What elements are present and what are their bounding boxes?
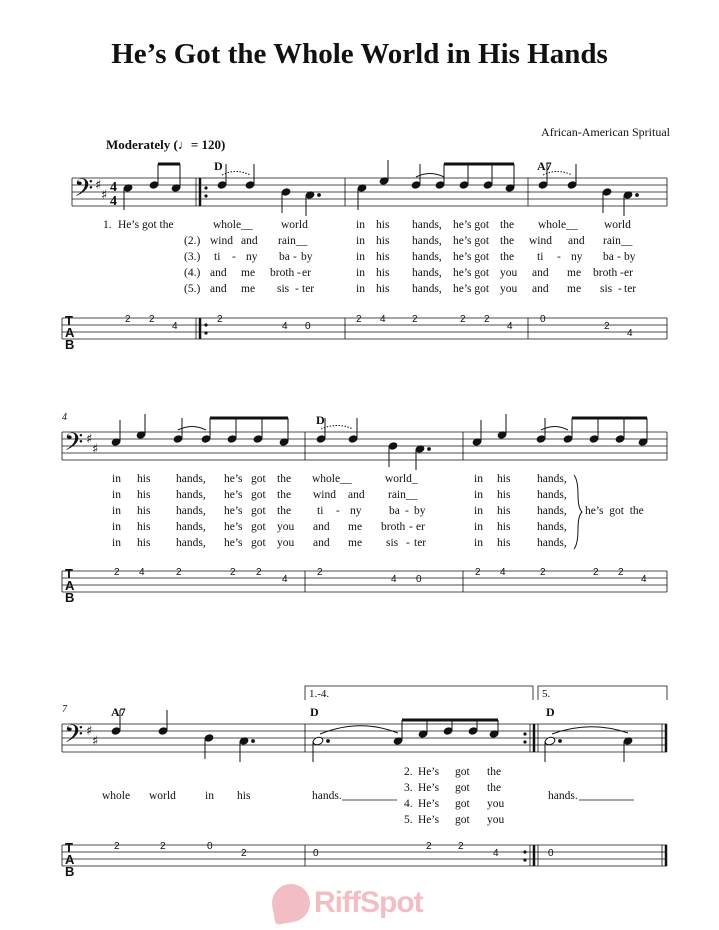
tempo-marking: Moderately (♩= 120) <box>106 137 226 152</box>
svg-text:4: 4 <box>172 321 178 332</box>
time-sig-top: 4 <box>110 180 117 195</box>
svg-text:2: 2 <box>460 314 466 325</box>
sharp-icon: ♯ <box>86 432 93 447</box>
volta-second-label: 5. <box>542 688 551 700</box>
svg-text:0: 0 <box>548 848 554 859</box>
svg-text:2: 2 <box>475 567 481 578</box>
svg-text:0: 0 <box>313 848 319 859</box>
tab-label-t: T <box>65 566 73 581</box>
system-1 <box>62 159 667 352</box>
system-3 <box>62 686 667 879</box>
chord-symbol: D <box>316 413 325 427</box>
staff-2 <box>62 432 667 460</box>
svg-text:2: 2 <box>458 841 464 852</box>
svg-text:2: 2 <box>356 314 362 325</box>
lyric-verse4: (4.) and me broth -er in his hands, he’s got you and me broth -er <box>184 267 633 279</box>
lyrics-s1 <box>103 219 636 295</box>
svg-text:0: 0 <box>416 574 422 585</box>
tab-numbers-s2 <box>114 567 647 585</box>
svg-text:2: 2 <box>160 841 166 852</box>
notes-s2 <box>111 414 648 470</box>
volta-brackets <box>305 686 667 700</box>
svg-text:4: 4 <box>139 567 145 578</box>
lyric-main: whole world in his hands. hands. <box>102 790 578 802</box>
svg-text:2: 2 <box>230 567 236 578</box>
svg-text:2: 2 <box>540 567 546 578</box>
sharp-icon: ♯ <box>95 178 102 193</box>
chord-symbol: A7 <box>111 705 126 719</box>
watermark <box>272 884 423 922</box>
svg-text:0: 0 <box>540 314 546 325</box>
svg-text:4: 4 <box>627 328 633 339</box>
bass-clef-icon: 𝄢 <box>74 174 94 209</box>
staff-1 <box>72 178 667 206</box>
sharp-icon: ♯ <box>101 188 108 203</box>
chord-symbol: D <box>310 705 319 719</box>
page-title: He’s Got the Whole World in His Hands <box>111 38 608 70</box>
lyric-verse5: (5.) and me sis - ter in his hands, he’s got you and me sis - ter <box>184 283 637 295</box>
svg-text:2: 2 <box>484 314 490 325</box>
svg-text:0: 0 <box>305 321 311 332</box>
svg-text:2: 2 <box>317 567 323 578</box>
tab-staff-2 <box>62 571 667 592</box>
lyrics-s3 <box>102 766 634 826</box>
svg-text:2: 2 <box>114 841 120 852</box>
tab-label-t: T <box>65 313 73 328</box>
lyric-verse2-tail: 2. He’s got the <box>404 766 502 778</box>
verse-brace <box>574 475 582 549</box>
tab-label-a: A <box>65 578 75 593</box>
svg-text:4: 4 <box>282 574 288 585</box>
svg-text:4: 4 <box>507 321 513 332</box>
watermark-text: RiffSpot <box>314 886 423 919</box>
lyric-verse3: in his hands, he’s got the ti - ny ba - by in his hands, <box>112 505 567 517</box>
lyric-verse4-tail: 4. He’s got you <box>404 798 505 810</box>
svg-text:4: 4 <box>493 848 499 859</box>
lyric-verse2: (2.) wind and rain__ in his hands, he’s got the wind and rain__ <box>184 235 633 247</box>
svg-text:2: 2 <box>241 848 247 859</box>
svg-text:2: 2 <box>618 567 624 578</box>
tab-label-t: T <box>65 840 73 855</box>
bass-clef-icon: 𝄢 <box>64 428 84 463</box>
tab-numbers-s3 <box>114 841 554 859</box>
chord-symbol: D <box>546 705 555 719</box>
volta-first-label: 1.-4. <box>309 688 330 700</box>
svg-text:2: 2 <box>426 841 432 852</box>
svg-text:2: 2 <box>256 567 262 578</box>
tempo-value: = 120 <box>190 137 222 152</box>
lyric-verse1: 1. He’s got the whole__ world in his hands, he’s got the whole__ world <box>103 219 631 231</box>
svg-text:2: 2 <box>604 321 610 332</box>
svg-text:2: 2 <box>593 567 599 578</box>
chord-symbol: A7 <box>537 159 552 173</box>
lyric-verse2: in his hands, he’s got the wind and rain__ in his hands, <box>112 489 567 501</box>
svg-text:0: 0 <box>207 841 213 852</box>
svg-text:4: 4 <box>500 567 506 578</box>
pickup-lyric: he’s got the <box>585 505 644 517</box>
tab-label-a: A <box>65 852 75 867</box>
svg-text:4: 4 <box>380 314 386 325</box>
composer-credit: African-American Spritual <box>541 125 670 139</box>
measure-number: 7 <box>62 704 67 715</box>
tab-label-b: B <box>65 864 75 879</box>
tab-label-a: A <box>65 325 75 340</box>
svg-text:2: 2 <box>176 567 182 578</box>
svg-text:2: 2 <box>412 314 418 325</box>
lyric-verse4: in his hands, he’s got you and me broth - er in his hands, <box>112 521 567 533</box>
lyric-verse1: in his hands, he’s got the whole__ world_ in his hands, <box>112 473 567 485</box>
measure-number: 4 <box>62 412 67 423</box>
svg-text:2: 2 <box>217 314 223 325</box>
svg-text:2: 2 <box>125 314 131 325</box>
lyric-verse5-tail: 5. He’s got you <box>404 814 505 826</box>
lyric-verse3-tail: 3. He’s got the <box>404 782 502 794</box>
sharp-icon: ♯ <box>86 724 93 739</box>
tab-staff-3 <box>62 845 667 866</box>
time-sig-bottom: 4 <box>110 194 117 209</box>
system-2 <box>62 412 667 605</box>
tempo-text: Moderately <box>106 137 171 152</box>
guitar-pick-icon <box>269 881 313 925</box>
sharp-icon: ♯ <box>92 442 99 457</box>
tab-label-b: B <box>65 337 75 352</box>
svg-text:4: 4 <box>282 321 288 332</box>
lyric-verse5: in his hands, he’s got you and me sis - ter in his hands, <box>112 537 567 549</box>
svg-text:4: 4 <box>641 574 647 585</box>
sharp-icon: ♯ <box>92 734 99 749</box>
quarter-note-icon: ♩ <box>177 137 191 152</box>
lyric-verse3: (3.) ti - ny ba - by in his hands, he’s got the ti - ny ba - by <box>184 251 636 263</box>
tab-label-b: B <box>65 590 75 605</box>
svg-text:2: 2 <box>149 314 155 325</box>
lyrics-s2 <box>112 473 644 549</box>
svg-text:2: 2 <box>114 567 120 578</box>
svg-text:4: 4 <box>391 574 397 585</box>
bass-clef-icon: 𝄢 <box>64 720 84 755</box>
chord-symbol: D <box>214 159 223 173</box>
